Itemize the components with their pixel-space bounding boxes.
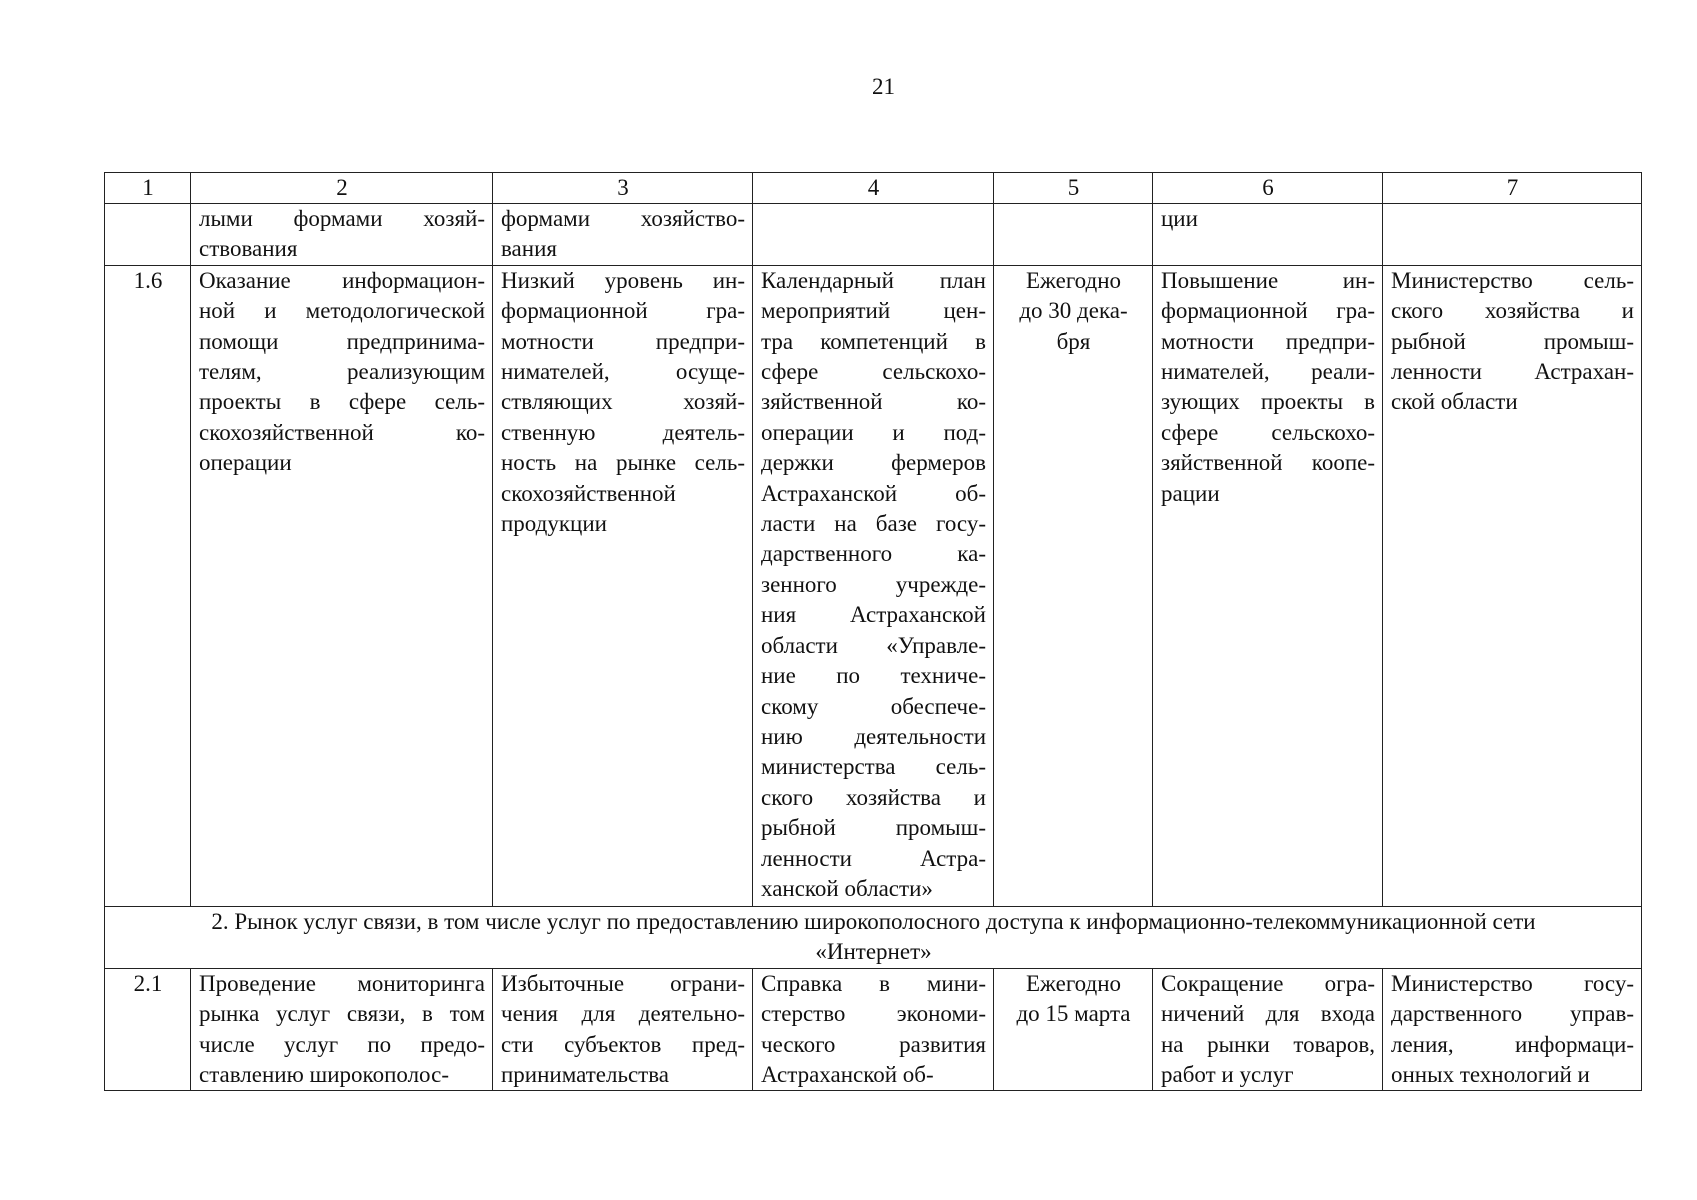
text-line: телям, реализующим [199,359,485,385]
text-line: Оказание информацион- [199,267,485,293]
text-line: Повышение ин- [1161,267,1375,293]
cell-deadline [994,204,1153,266]
header-col-4: 4 [753,173,994,204]
table-row-2-1 [105,968,1642,1091]
text-line: ной и методологической [199,298,485,324]
text-line: Министерство сель- [1391,267,1634,293]
cell-executor [1383,968,1642,1091]
cell-measure [191,968,493,1091]
text-line: рыбной промыш- [761,815,986,841]
table-row-continuation [105,204,1642,266]
text-line: держки фермеров [761,450,986,476]
text-line: Астраханской об- [761,480,986,506]
text-line: Сокращение огра- [1161,970,1375,996]
plan-table [104,172,1642,1091]
text-line: ленности Астра- [761,845,986,871]
text-line: министерства сель- [761,754,986,780]
text-line: работ и услуг [1161,1062,1294,1088]
row-number: 1.6 [105,265,191,906]
cell-deadline [994,265,1153,906]
text-line: операции [199,450,292,476]
text-line: дарственного управ- [1391,1001,1634,1027]
text-line: ность на рынке сель- [501,450,745,476]
cell-document [753,968,994,1091]
text-line: на рынки товаров, [1161,1031,1375,1057]
text-line: тра компетенций в [761,328,986,354]
text-line: ставлению широкополос- [199,1062,449,1088]
text-line: Ежегодно [1025,267,1122,293]
text-line: зенного учрежде- [761,571,986,597]
cell-problem [493,968,753,1091]
text-line: зяйственной коопе- [1161,450,1375,476]
cell-document [753,204,994,266]
text-line: Проведение мониторинга [199,970,485,996]
text-line: рыбной промыш- [1391,328,1634,354]
text-line: сфере сельскохо- [1161,419,1375,445]
row-number: 2.1 [105,968,191,1091]
text-line: принимательства [501,1062,669,1088]
cell-executor [1383,265,1642,906]
text-line: вания [501,236,557,262]
text-line: ние по техниче- [761,663,986,689]
text-line: чения для деятельно- [501,1001,745,1027]
text-line: рынка услуг связи, в том [199,1001,485,1027]
row-number [105,204,191,266]
text-line: ствляющих хозяй- [501,389,745,415]
table-row-1-6 [105,265,1642,906]
header-col-5: 5 [994,173,1153,204]
page-number: 21 [872,74,895,99]
text-line: Избыточные ограни- [501,970,745,996]
header-col-3: 3 [493,173,753,204]
text-line: ления, информаци- [1391,1031,1634,1057]
text-line: помощи предпринима- [199,328,485,354]
text-line: ленности Астрахан- [1391,359,1634,385]
text-line: зующих проекты в [1161,389,1375,415]
text-line: операции и под- [761,419,986,445]
text-line: числе услуг по предо- [199,1031,485,1057]
text-line: формами хозяйство- [501,206,745,231]
text-line: Календарный план [761,267,986,293]
text-line: Справка в мини- [761,970,986,996]
text-line: ственную деятель- [501,419,745,445]
text-line: продукции [501,511,607,537]
text-line: до 30 дека- [1019,298,1128,324]
text-line: до 15 марта [1016,1001,1131,1027]
text-line: сфере сельскохо- [761,359,986,385]
text-line: мотности предпри- [1161,328,1375,354]
text-line: нимателей, реали- [1161,359,1375,385]
text-line: мероприятий цен- [761,298,986,324]
text-line: скохозяйственной ко- [199,419,485,445]
text-line: ского хозяйства и [1391,298,1634,324]
text-line: ции [1161,206,1198,231]
text-line: бря [1056,328,1091,354]
text-line: формационной гра- [1161,298,1375,324]
text-line: нимателей, осуще- [501,359,745,385]
text-line: ствования [199,236,298,262]
text-line: скому обеспече- [761,693,986,719]
text-line: Министерство госу- [1391,970,1634,996]
text-line: ния Астраханской [761,602,986,628]
text-line: онных технологий и [1391,1062,1590,1088]
text-line: стерство экономи- [761,1001,986,1027]
text-line: рации [1161,480,1220,506]
text-line: дарственного ка- [761,541,986,567]
text-line: ласти на базе госу- [761,511,986,537]
header-col-1: 1 [105,173,191,204]
header-col-7: 7 [1383,173,1642,204]
section-row [105,906,1642,968]
cell-result [1153,968,1383,1091]
text-line: 2. Рынок услуг связи, в том числе услуг по предоставлению широкополосного доступа к информационно-телекоммуникационной сети [211,908,1536,934]
text-line: области «Управле- [761,632,986,658]
text-line: ческого развития [761,1031,986,1057]
text-line: мотности предпри- [501,328,745,354]
text-line: сти субъектов пред- [501,1031,745,1057]
section-heading [105,906,1642,968]
header-col-6: 6 [1153,173,1383,204]
cell-measure [191,265,493,906]
text-line: ского хозяйства и [761,784,986,810]
text-line: ханской области» [761,875,933,901]
cell-problem [493,265,753,906]
text-line: ничений для входа [1161,1001,1375,1027]
text-line: Ежегодно [1025,970,1122,996]
text-line: «Интернет» [815,939,932,965]
text-line: ской области [1391,389,1518,415]
text-line: формационной гра- [501,298,745,324]
header-row [105,173,1642,204]
cell-measure [191,204,493,266]
text-line: нию деятельности [761,723,986,749]
cell-executor [1383,204,1642,266]
cell-document [753,265,994,906]
text-line: проекты в сфере сель- [199,389,485,415]
text-line: Низкий уровень ин- [501,267,745,293]
text-line: скохозяйственной [501,480,676,506]
cell-result [1153,204,1383,266]
header-col-2: 2 [191,173,493,204]
text-line: зяйственной ко- [761,389,986,415]
cell-problem [493,204,753,266]
text-line: Астраханской об- [761,1062,934,1088]
cell-result [1153,265,1383,906]
text-line: лыми формами хозяй- [199,206,485,231]
cell-deadline [994,968,1153,1091]
